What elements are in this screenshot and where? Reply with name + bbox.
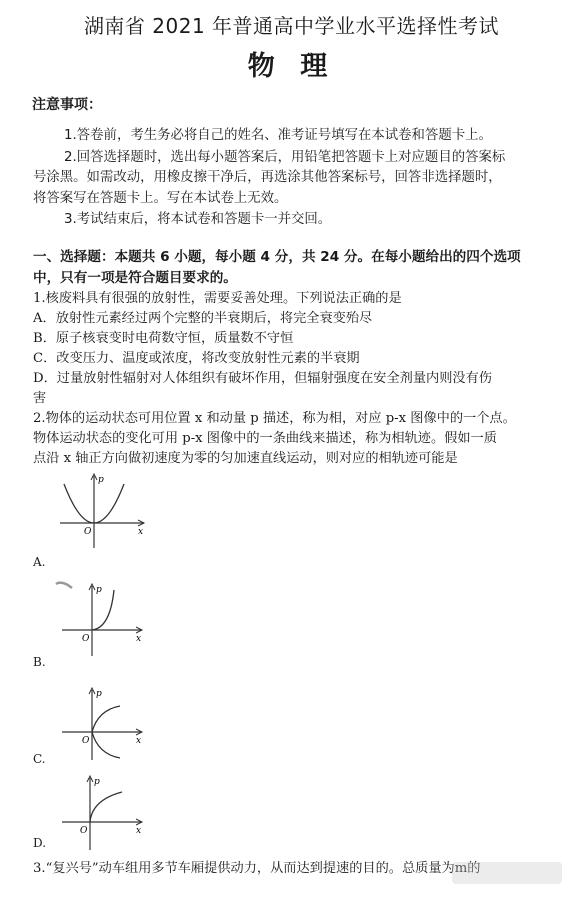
- notice-heading: 注意事项：: [32, 97, 102, 113]
- q2-option-b-label: B.: [33, 655, 46, 669]
- q2-graph-c: [52, 682, 152, 762]
- graph-a-origin: O: [84, 527, 92, 537]
- graph-d-origin: O: [80, 826, 88, 836]
- notice-item-3: 3.考试结束后，将本试卷和答题卡一并交回。: [64, 212, 332, 227]
- q2-option-c-label: C.: [33, 752, 46, 766]
- q2-stem-line3: 点沿 x 轴正方向做初速度为零的匀加速直线运动，则对应的相轨迹可能是: [33, 451, 458, 466]
- q2-stem-line1: 2.物体的运动状态可用位置 x 和动量 p 描述，称为相，对应 p-x 图像中的一个点。: [33, 411, 516, 426]
- graph-c-x-label: x: [136, 736, 142, 746]
- notice-item-2-line1: 2.回答选择题时，选出每小题答案后，用铅笔把答题卡上对应题目的答案标: [64, 150, 506, 165]
- q2-graph-a: [52, 470, 152, 550]
- graph-c-p-label: p: [96, 689, 102, 699]
- q2-option-a-label: A.: [33, 555, 46, 569]
- graph-a-x-label: x: [138, 527, 144, 537]
- graph-d-p-label: p: [94, 777, 100, 787]
- graph-a-p-label: p: [98, 475, 104, 485]
- notice-item-2-line3: 将答案写在答题卡上。写在本试卷上无效。: [33, 191, 288, 206]
- q2-stem-line2: 物体运动状态的变化可用 p-x 图像中的一条曲线来描述，称为相轨迹。假如一质: [33, 431, 497, 446]
- q1-option-d-line1: D．过量放射性辐射对人体组织有破坏作用，但辐射强度在安全剂量内则没有伤: [33, 371, 492, 386]
- q3-stem: 3.“复兴号”动车组用多节车厢提供动力，从而达到提速的目的。总质量为m的: [33, 861, 481, 876]
- q1-option-d-line2: 害: [33, 391, 47, 406]
- notice-item-1: 1.答卷前，考生务必将自己的姓名、准考证号填写在本试卷和答题卡上。: [64, 128, 492, 143]
- q2-graph-b: [52, 578, 152, 658]
- graph-b-p-label: p: [96, 585, 102, 595]
- graph-b-x-label: x: [136, 634, 142, 644]
- subject-title: 物 理: [247, 51, 336, 82]
- graph-b-origin: O: [82, 634, 90, 644]
- notice-item-2-line2: 号涂黑。如需改动，用橡皮擦干净后，再选涂其他答案标号，回答非选择题时，: [33, 170, 502, 185]
- q1-option-b: B．原子核衰变时电荷数守恒，质量数不守恒: [33, 331, 294, 346]
- section-heading-line2: 中，只有一项是符合题目要求的。: [33, 270, 237, 286]
- q1-option-a: A．放射性元素经过两个完整的半衰期后，将完全衰变殆尽: [33, 311, 373, 326]
- q2-option-d-label: D.: [33, 836, 47, 850]
- exam-title: 湖南省 2021 年普通高中学业水平选择性考试: [83, 14, 500, 38]
- graph-c-origin: O: [82, 736, 90, 746]
- q1-stem: 1.核废料具有很强的放射性，需要妥善处理。下列说法正确的是: [33, 291, 402, 306]
- watermark-overlay: [452, 862, 562, 884]
- q2-graph-d: [52, 772, 152, 852]
- section-heading-line1: 一、选择题：本题共 6 小题，每小题 4 分，共 24 分。在每小题给出的四个选项: [33, 249, 521, 265]
- q1-option-c: C．改变压力、温度或浓度，将改变放射性元素的半衰期: [33, 351, 360, 366]
- graph-d-x-label: x: [136, 826, 142, 836]
